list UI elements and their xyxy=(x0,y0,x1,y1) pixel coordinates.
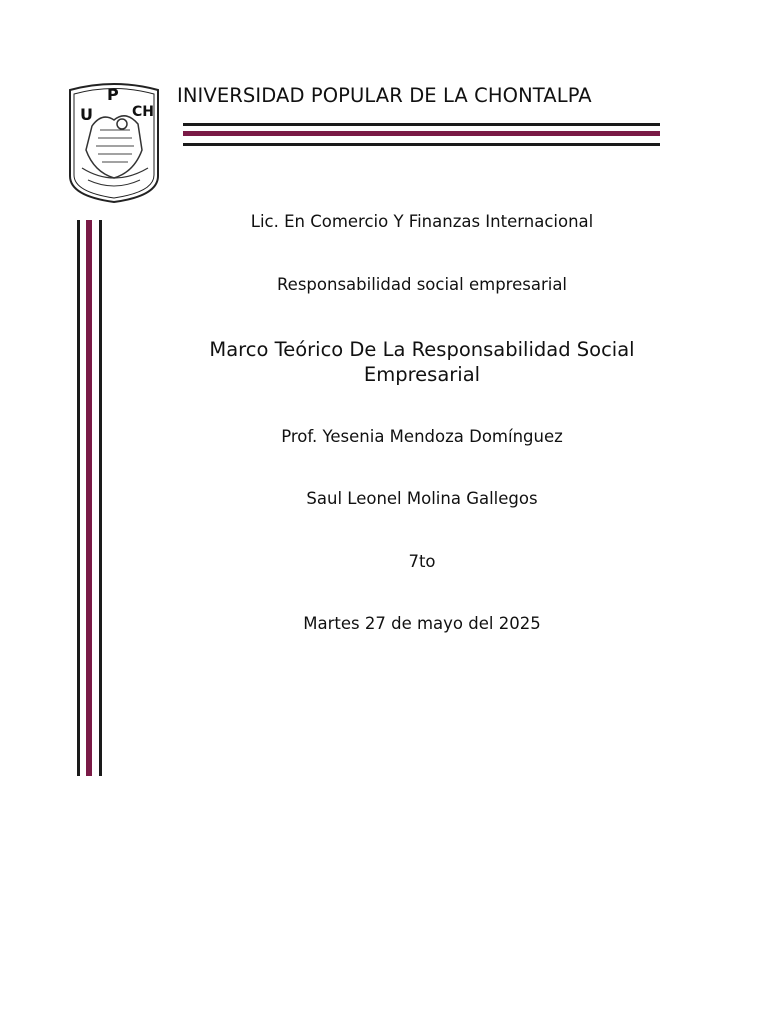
degree-text: Lic. En Comercio Y Finanzas Internacional xyxy=(250,212,594,231)
university-logo xyxy=(62,80,166,204)
side-rule-right xyxy=(99,220,102,776)
university-name: INIVERSIDAD POPULAR DE LA CHONTALPA xyxy=(177,84,592,107)
logo-letter-u: U xyxy=(80,105,93,124)
logo-letter-ch: CH xyxy=(132,104,154,120)
header-rule-top xyxy=(183,123,660,126)
semester-text: 7to xyxy=(408,552,436,571)
professor-text: Prof. Yesenia Mendoza Domínguez xyxy=(281,427,563,446)
document-title: Marco Teórico De La Responsabilidad Social Empresarial xyxy=(209,338,635,386)
logo-letter-p: P xyxy=(107,85,119,104)
header-rule-bottom xyxy=(183,143,660,146)
header-rule-accent xyxy=(183,131,660,136)
student-text: Saul Leonel Molina Gallegos xyxy=(306,489,538,508)
date-text: Martes 27 de mayo del 2025 xyxy=(303,614,541,633)
side-rule-left xyxy=(77,220,80,776)
side-rule-accent xyxy=(86,220,92,776)
course-text: Responsabilidad social empresarial xyxy=(276,275,568,294)
